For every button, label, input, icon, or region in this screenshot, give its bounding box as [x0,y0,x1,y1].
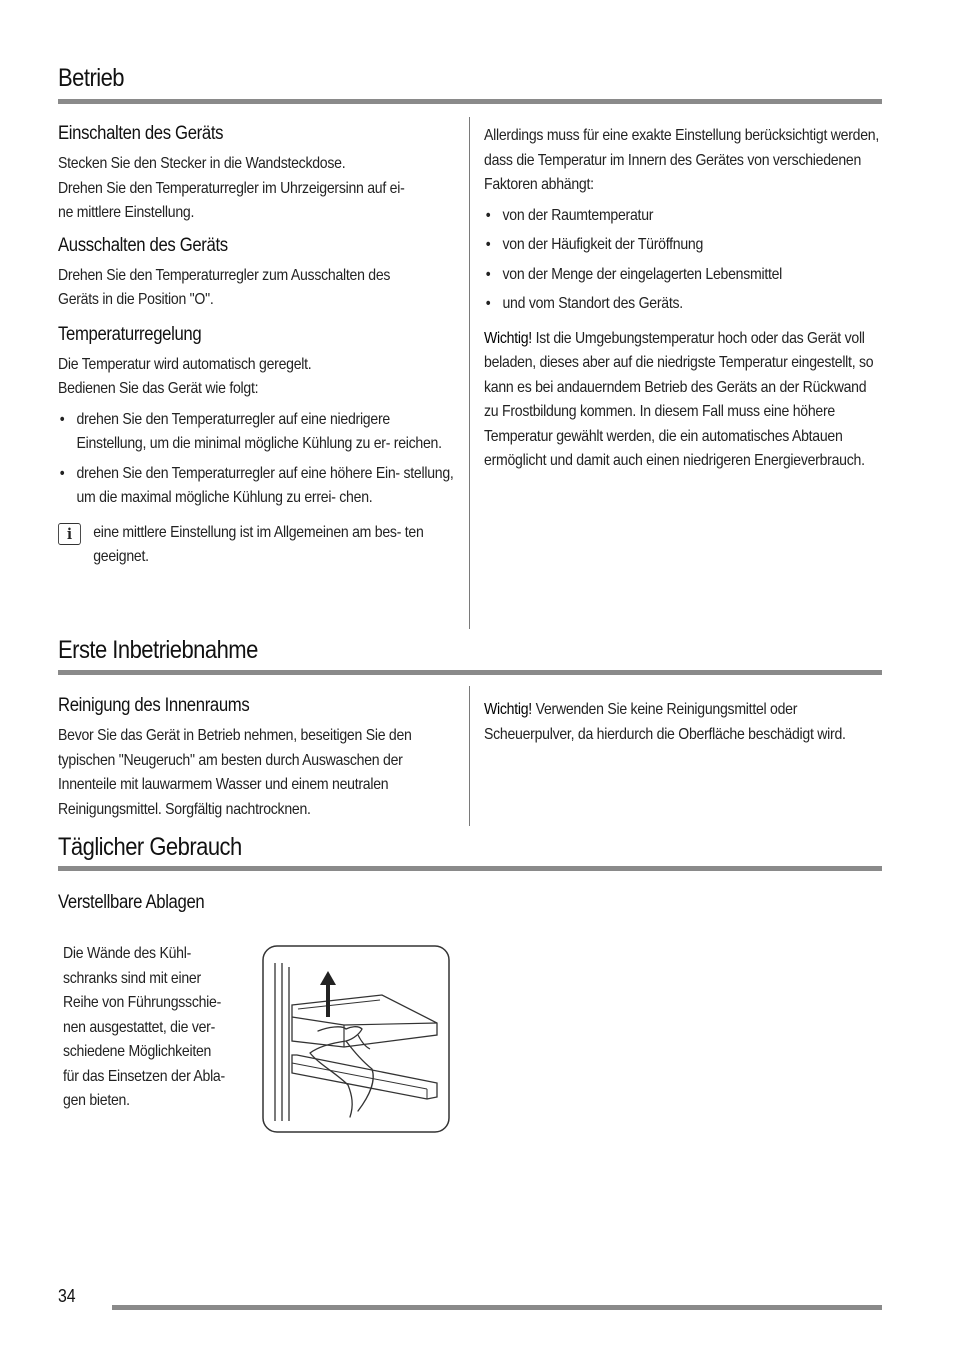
important-label: Wichtig! [484,701,532,718]
heading-einschalten: Einschalten des Geräts [58,123,224,144]
info-note-text: eine mittlere Einstellung ist im Allgemeinen am bes- ten geeignet. [93,523,424,565]
list-item: • drehen Sie den Temperaturregler auf eine höhere Ein- stellung, um die maximal mögliche Kühlung zu errei- chen. [58,462,458,511]
info-icon: i [58,523,81,545]
erste-right-column [484,698,884,747]
list-item: • von der Raumtemperatur [484,204,884,229]
ablagen-line: schranks sind mit einer [63,969,201,987]
list-item: • und vom Standort des Geräts. [484,292,884,317]
ablagen-line: Reihe von Führungsschie- [63,994,222,1011]
list-item: • von der Häufigkeit der Türöffnung [484,233,884,258]
important-text: Verwenden Sie keine Reinigungsmittel oder Scheuerpulver, da hierdurch die Oberfläche beschädigt wird. [484,701,846,743]
heading-ausschalten: Ausschalten des Geräts [58,234,228,256]
footer-rule [112,1305,882,1310]
section-title-erste-inbetriebnahme: Erste Inbetriebnahme [58,636,258,664]
section-rule [58,670,882,675]
heading-temperaturregelung: Temperaturregelung [58,323,202,345]
ablagen-text-block [63,942,263,1114]
ausschalten-line-2: Geräts in die Position "O". [58,291,214,308]
factors-bullet-list [484,204,884,317]
important-text: Ist die Umgebungstemperatur hoch oder das Gerät voll beladen, dieses aber auf die niedrigste Temperatur eingestellt, so kann es bei andauerndem Betrieb des Geräts an der Rückwand zu Frostbildung kommen. In diesem Fall muss eine höhere Temperatur gewählt werden, die ein automatisches Abtauen ermöglicht und damit auch einen niedrigeren Energieverbrauch. [484,329,874,469]
important-label: Wichtig! [484,329,532,347]
reinigung-text: Bevor Sie das Gerät in Betrieb nehmen, beseitigen Sie den typischen "Neugeruch" am besten durch Auswaschen der Innenteile mit lauwarmem Wasser und einem neutralen Reinigungsmittel. Sorgfältig nachtrocknen. [58,727,412,818]
shelf-illustration [262,945,450,1133]
important-paragraph [484,698,884,747]
section-rule [58,99,882,104]
temperatur-line-2: Bedienen Sie das Gerät wie folgt: [58,380,259,397]
temperatur-bullet-list [58,408,458,511]
erste-left-column [58,694,458,822]
ablagen-line: für das Einsetzen der Abla- [63,1067,225,1085]
section-rule [58,866,882,871]
page-number: 34 [58,1286,76,1306]
column-divider [469,117,470,629]
betrieb-right-column [484,124,884,474]
einschalten-line-1: Stecken Sie den Stecker in die Wandsteckdose. [58,155,346,172]
temperatur-line-1: Die Temperatur wird automatisch geregelt. [58,355,312,373]
ablagen-line: schiedene Möglichkeiten [63,1043,212,1060]
list-item: • drehen Sie den Temperaturregler auf eine niedrigere Einstellung, um die minimal mögliche Kühlung zu er- reichen. [58,408,458,457]
taeglich-left-column [58,891,458,921]
einschalten-line-2: Drehen Sie den Temperaturregler im Uhrzeigersinn auf ei- [58,179,405,197]
einschalten-line-3: ne mittlere Einstellung. [58,204,195,221]
section-title-taeglicher-gebrauch: Täglicher Gebrauch [58,833,242,861]
list-item: • von der Menge der eingelagerten Lebensmittel [484,263,884,288]
ablagen-line: Die Wände des Kühl- [63,945,192,962]
heading-verstellbare-ablagen: Verstellbare Ablagen [58,892,205,913]
column-divider [469,686,470,826]
info-note [58,521,458,570]
heading-reinigung: Reinigung des Innenraums [58,695,250,716]
betrieb-left-column [58,122,458,570]
ablagen-line: nen ausgestattet, die ver- [63,1018,216,1036]
ablagen-line: gen bieten. [63,1092,130,1109]
important-paragraph [484,327,884,474]
factors-intro: Allerdings muss für eine exakte Einstellung berücksichtigt werden, dass die Temperatur im Innern des Gerätes von verschiedenen Faktoren abhängt: [484,127,880,193]
ausschalten-line-1: Drehen Sie den Temperaturregler zum Ausschalten des [58,266,391,284]
section-title-betrieb: Betrieb [58,64,125,92]
